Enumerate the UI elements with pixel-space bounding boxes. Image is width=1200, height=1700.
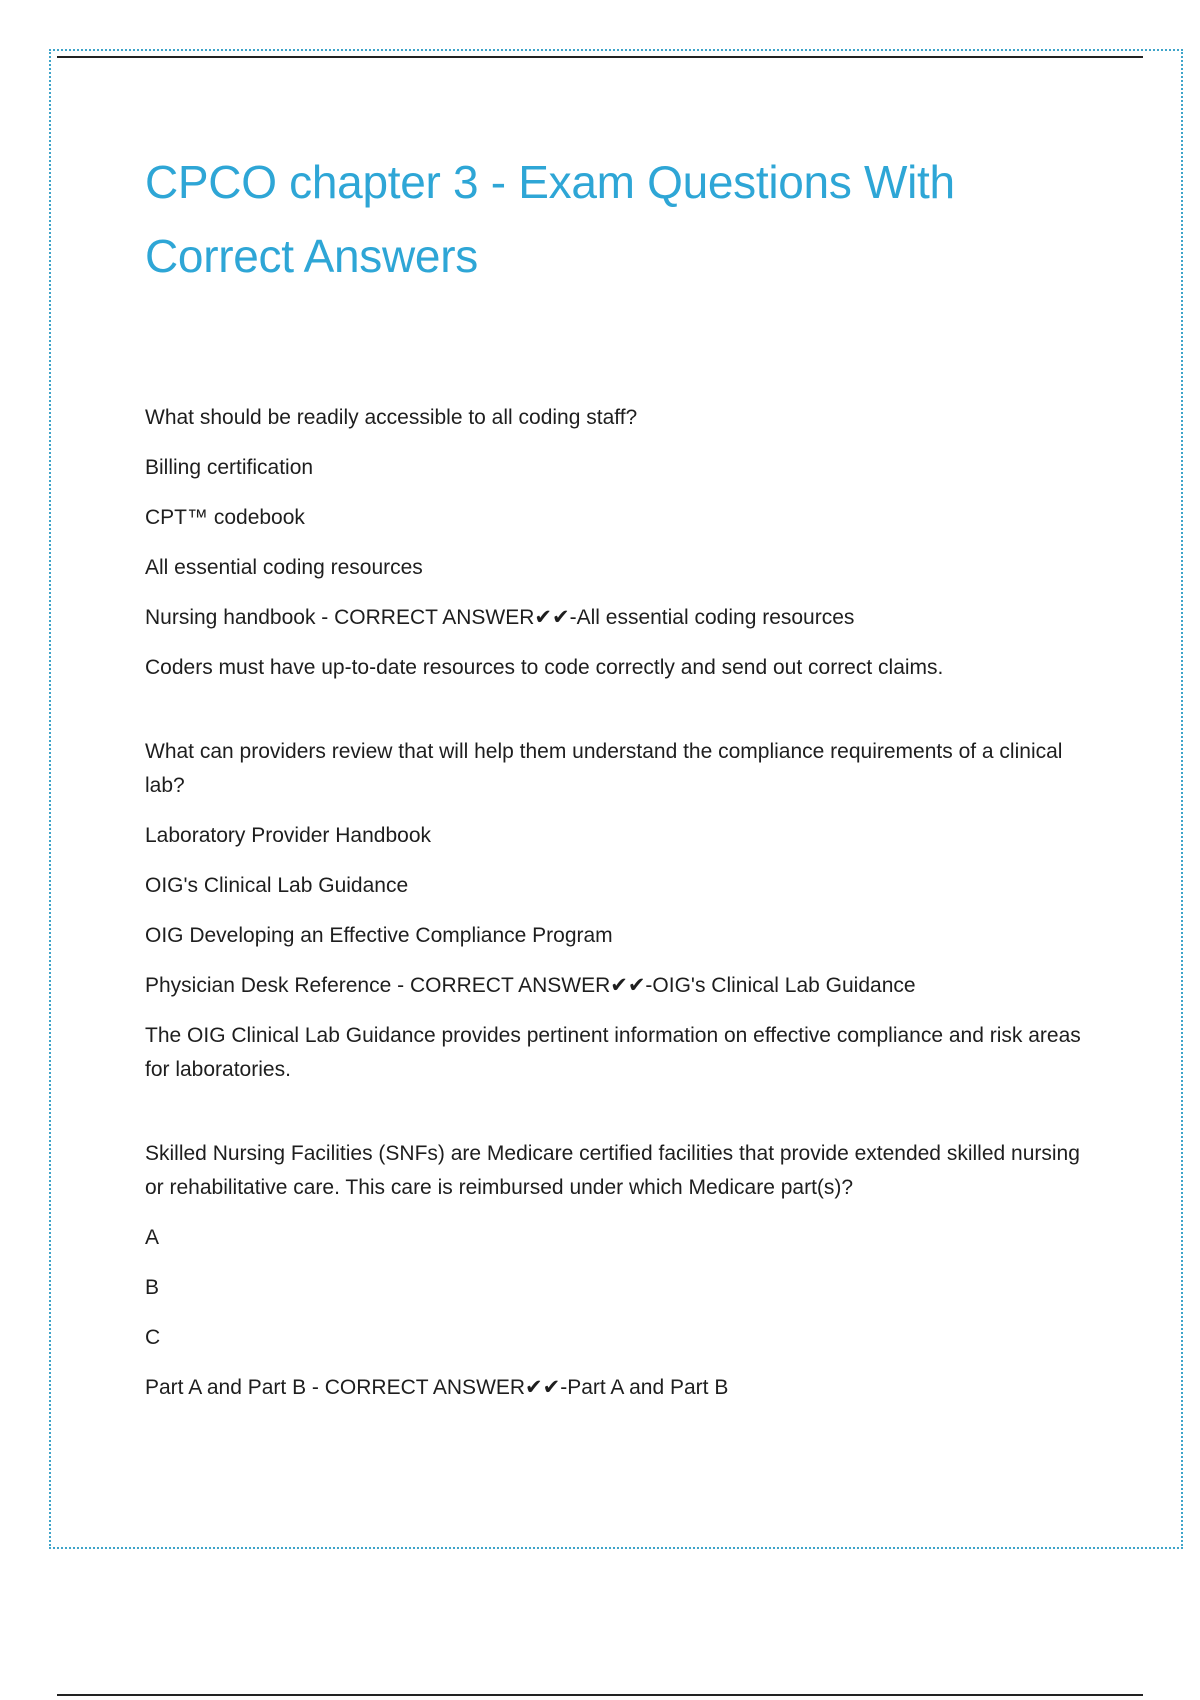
answer-option: Billing certification <box>145 456 314 479</box>
answer-option: C <box>145 1326 161 1349</box>
bottom-rule <box>57 1694 1143 1696</box>
answer-rationale: The OIG Clinical Lab Guidance provides pertinent information on effective compliance and risk areas for laboratories. <box>145 1024 1081 1081</box>
correct-answer-line: Physician Desk Reference - CORRECT ANSWER✔✔-OIG's Clinical Lab Guidance <box>145 974 916 997</box>
answer-option: A <box>145 1226 160 1249</box>
question-prompt: What should be readily accessible to all coding staff? <box>145 406 638 429</box>
question-block-1 <box>145 401 1090 685</box>
answer-rationale: Coders must have up-to-date resources to code correctly and send out correct claims. <box>145 656 944 679</box>
question-prompt: Skilled Nursing Facilities (SNFs) are Medicare certified facilities that provide extended skilled nursing or rehabilitative care. This care is reimbursed under which Medicare part(s)? <box>145 1142 1080 1199</box>
document-title: CPCO chapter 3 - Exam Questions With Correct Answers <box>145 156 955 282</box>
answer-option: CPT™ codebook <box>145 506 305 529</box>
answer-option: Laboratory Provider Handbook <box>145 824 432 847</box>
question-prompt: What can providers review that will help them understand the compliance requirements of a clinical lab? <box>145 740 1063 797</box>
correct-answer-line: Part A and Part B - CORRECT ANSWER✔✔-Part A and Part B <box>145 1376 729 1399</box>
top-rule <box>57 56 1143 58</box>
answer-option: All essential coding resources <box>145 556 423 579</box>
question-block-2 <box>145 735 1090 1087</box>
question-block-3 <box>145 1137 1090 1405</box>
answer-option: OIG's Clinical Lab Guidance <box>145 874 409 897</box>
answer-option: B <box>145 1276 160 1299</box>
document-body <box>145 145 1090 1455</box>
correct-answer-line: Nursing handbook - CORRECT ANSWER✔✔-All essential coding resources <box>145 606 855 629</box>
answer-option: OIG Developing an Effective Compliance Program <box>145 924 613 947</box>
